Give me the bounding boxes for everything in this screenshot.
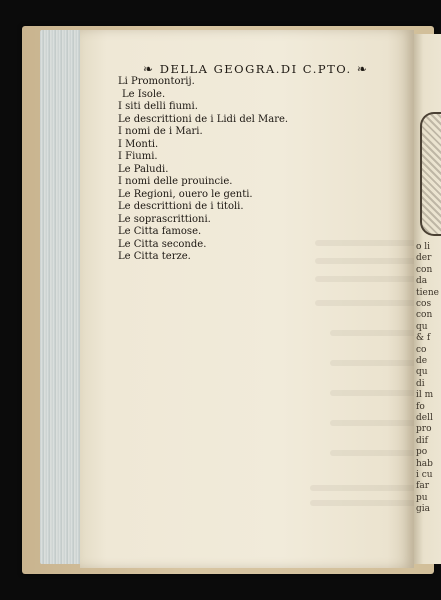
right-page-fragment: da	[416, 276, 428, 287]
header-title: DELLA GEOGRA.DI C.PTO.	[159, 62, 352, 76]
contents-list	[118, 76, 288, 264]
right-page-fragment: di	[416, 378, 425, 389]
fleuron-icon: ❧	[356, 62, 369, 76]
list-item: Le soprascrittioni.	[118, 213, 211, 225]
right-page-fragment: far	[416, 481, 429, 492]
list-item: Le descrittioni de i Lidi del Mare.	[118, 113, 289, 125]
right-page-fragment: qu	[416, 321, 428, 332]
list-item: I Fiumi.	[118, 151, 158, 162]
right-page-fragment: hab	[416, 458, 433, 469]
list-item: Le descrittioni de i titoli.	[118, 201, 244, 212]
list-item: Le Citta famose.	[118, 226, 202, 237]
list-item: I Monti.	[118, 138, 159, 150]
right-page-fragment: il m	[416, 390, 434, 401]
right-page-fragment: & f	[416, 333, 431, 344]
right-page-fragment: co	[416, 344, 427, 355]
right-page-fragment: gia	[416, 504, 431, 515]
list-item: Le Paludi.	[118, 163, 169, 175]
right-page	[414, 34, 441, 564]
right-page-fragment: tiene	[416, 287, 439, 298]
right-page-fragment: con	[416, 310, 433, 321]
right-page-fragment: i cu	[416, 470, 433, 480]
right-page-fragment: con	[416, 264, 433, 275]
fleuron-icon: ❧	[143, 62, 155, 76]
right-page-fragment: qu	[416, 367, 428, 378]
woodcut-border	[420, 112, 441, 236]
right-page-fragment: dell	[416, 413, 433, 423]
right-page-fragment: fo	[416, 401, 425, 412]
right-page-fragment: pro	[416, 424, 432, 435]
show-through-line	[330, 420, 425, 426]
running-header	[143, 62, 368, 76]
show-through-line	[330, 450, 415, 456]
right-page-fragment: pu	[416, 492, 428, 503]
right-page-fragment: dif	[416, 435, 428, 446]
list-item: Le Citta terze.	[118, 251, 191, 262]
right-page-fragment: po	[416, 447, 428, 458]
list-item: Li Promontorij.	[118, 76, 195, 87]
list-item: Le Regioni, ouero le genti.	[118, 188, 253, 200]
list-item: Le Citta seconde.	[118, 238, 207, 250]
right-page-fragment: cos	[416, 299, 432, 309]
right-page-fragment: de	[416, 356, 428, 366]
list-item: I siti delli fiumi.	[118, 101, 198, 112]
list-item: I nomi delle prouincie.	[118, 176, 233, 187]
right-page-fragment: der	[416, 253, 432, 264]
right-page-fragment: o li	[416, 242, 431, 252]
list-item: I nomi de i Mari.	[118, 126, 203, 137]
show-through-line	[330, 360, 420, 366]
list-item: Le Isole.	[122, 88, 166, 100]
